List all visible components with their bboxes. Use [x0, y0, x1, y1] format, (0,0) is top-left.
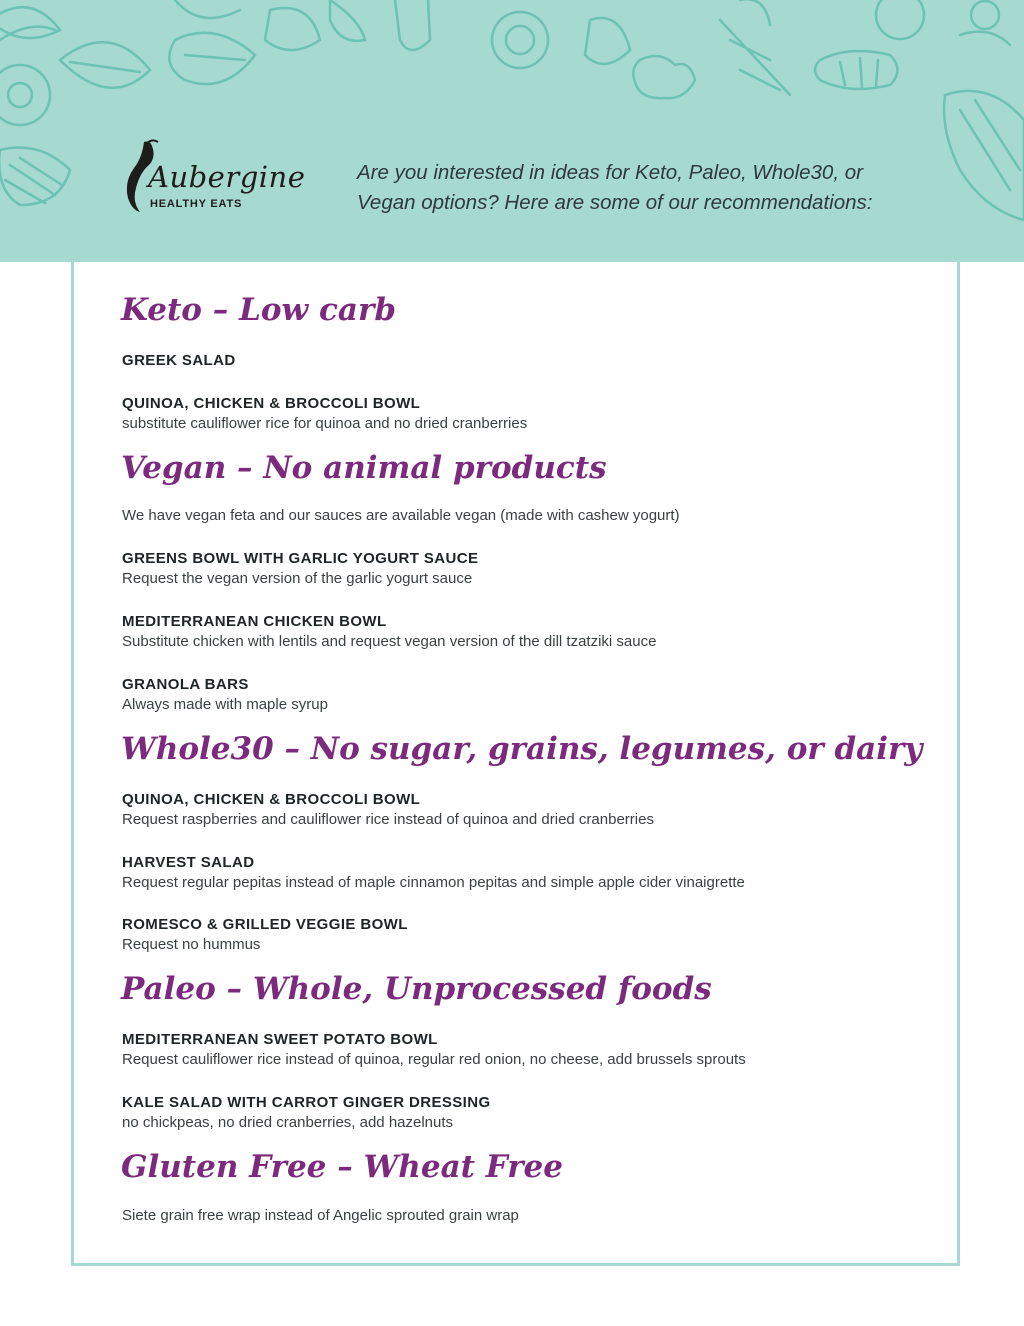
brand-name: Aubergine	[148, 160, 306, 194]
item-name: GRANOLA BARS	[122, 676, 249, 693]
item-note: Request cauliflower rice instead of quinoa, regular red onion, no cheese, add brussels sprouts	[122, 1051, 746, 1068]
item-note: Always made with maple syrup	[122, 696, 328, 713]
intro-line-1: Are you interested in ideas for Keto, Paleo, Whole30, or	[357, 161, 863, 184]
header-banner	[0, 0, 1024, 262]
section-title-vegan: Vegan – No animal products	[121, 450, 607, 486]
section-intro: We have vegan feta and our sauces are available vegan (made with cashew yogurt)	[122, 507, 680, 524]
section-title-whole30: Whole30 – No sugar, grains, legumes, or dairy	[121, 731, 923, 767]
item-name: KALE SALAD WITH CARROT GINGER DRESSING	[122, 1094, 491, 1111]
item-note: Request the vegan version of the garlic yogurt sauce	[122, 570, 473, 587]
item-note: no chickpeas, no dried cranberries, add hazelnuts	[122, 1114, 454, 1131]
vegetable-doodles-decoration	[0, 0, 1024, 262]
intro-line-2: Vegan options? Here are some of our recommendations:	[357, 191, 873, 214]
intro-text	[357, 158, 957, 218]
section-title-keto: Keto – Low carb	[121, 292, 396, 328]
item-name: HARVEST SALAD	[122, 854, 255, 871]
item-note: Substitute chicken with lentils and request vegan version of the dill tzatziki sauce	[122, 633, 657, 650]
item-name: ROMESCO & GRILLED VEGGIE BOWL	[122, 916, 408, 933]
item-note: Request regular pepitas instead of maple cinnamon pepitas and simple apple cider vinaigrette	[122, 874, 745, 891]
item-name: QUINOA, CHICKEN & BROCCOLI BOWL	[122, 791, 421, 808]
item-name: GREEK SALAD	[122, 352, 236, 369]
section-title-gluten-free: Gluten Free – Wheat Free	[121, 1149, 564, 1185]
brand-tagline: HEALTHY EATS	[150, 198, 243, 210]
item-name: GREENS BOWL WITH GARLIC YOGURT SAUCE	[122, 550, 479, 567]
item-note: Request no hummus	[122, 936, 261, 953]
item-note: Request raspberries and cauliflower rice instead of quinoa and dried cranberries	[122, 811, 654, 828]
section-title-paleo: Paleo – Whole, Unprocessed foods	[121, 971, 712, 1007]
item-name: QUINOA, CHICKEN & BROCCOLI BOWL	[122, 395, 421, 412]
item-note: substitute cauliflower rice for quinoa and no dried cranberries	[122, 415, 528, 432]
item-name: MEDITERRANEAN CHICKEN BOWL	[122, 613, 387, 630]
brand-logo	[122, 138, 322, 222]
section-intro: Siete grain free wrap instead of Angelic sprouted grain wrap	[122, 1207, 519, 1224]
item-name: MEDITERRANEAN SWEET POTATO BOWL	[122, 1031, 438, 1048]
